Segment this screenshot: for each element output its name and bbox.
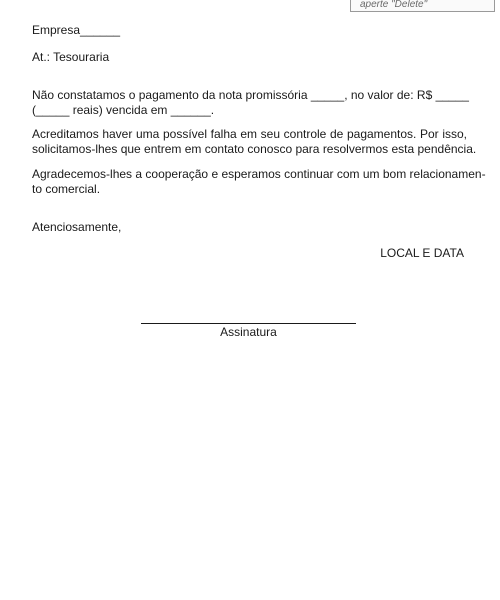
attention-line: At.: Tesouraria — [32, 50, 110, 64]
closing: Atenciosamente, — [32, 220, 122, 234]
paragraph-line: Agradecemos-lhes a cooperação e esperamos continuar com um bom relacionamen- — [32, 167, 486, 181]
paragraph-payment-notice — [32, 88, 467, 117]
company-line: Empresa______ — [32, 23, 121, 37]
paragraph-line: Acreditamos haver uma possível falha em seu controle de pagamentos. Por isso, — [32, 127, 467, 141]
signature-line — [141, 323, 356, 324]
delete-hint-text: aperte "Delete" — [360, 0, 428, 10]
delete-hint-box — [350, 0, 495, 12]
signature-label: Assinatura — [220, 325, 277, 339]
paragraph-line: solicitamos-lhes que entrem em contato conosco para resolvermos esta pendência. — [32, 141, 477, 156]
paragraph-line: to comercial. — [32, 181, 101, 196]
paragraph-line: (_____ reais) vencida em ______. — [32, 102, 215, 117]
paragraph-line: Não constatamos o pagamento da nota promissória _____, no valor de: R$ _____ — [32, 88, 469, 102]
place-and-date: LOCAL E DATA — [380, 246, 464, 260]
paragraph-thanks — [32, 167, 486, 196]
paragraph-request-contact — [32, 127, 477, 156]
